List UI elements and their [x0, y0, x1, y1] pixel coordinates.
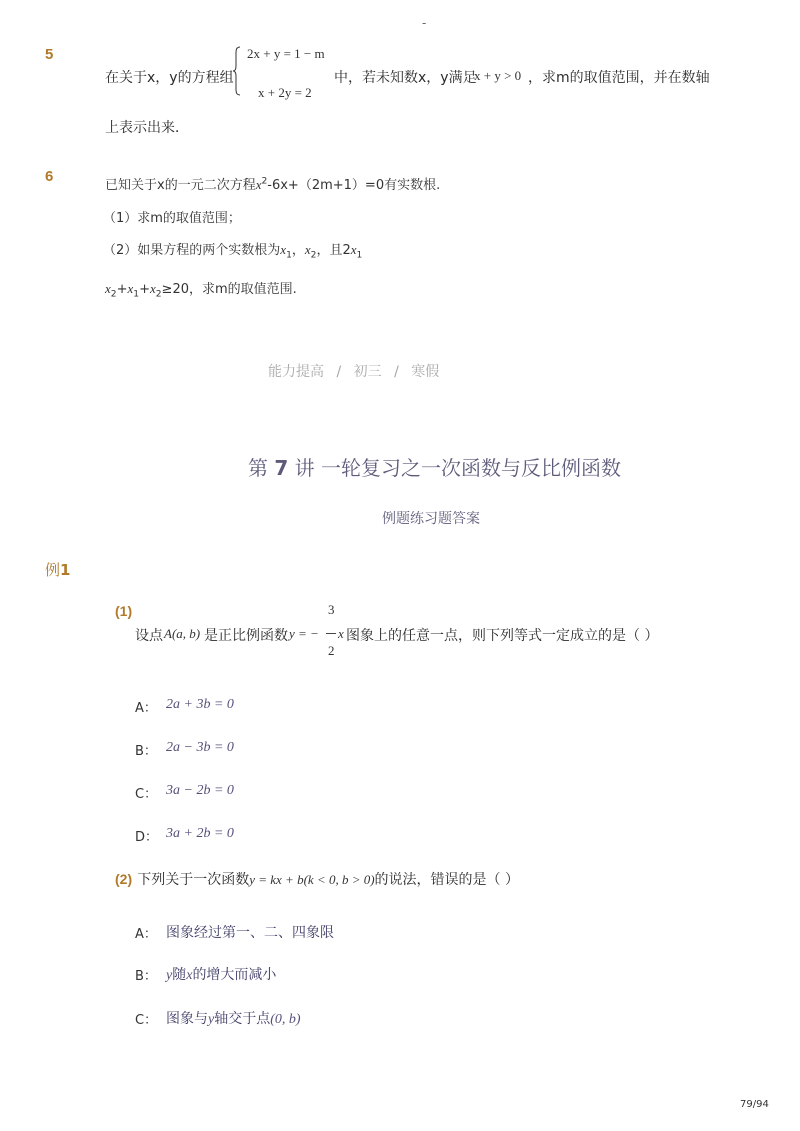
part1-frac-bar	[326, 633, 336, 634]
part1-frac-num: 3	[328, 602, 335, 617]
breadcrumb	[268, 361, 439, 381]
part2-option-b-y: y	[166, 968, 173, 983]
example-label-text: 例	[45, 561, 61, 579]
q6-line4-plus1: +	[116, 282, 128, 297]
q6-line3-sep: ，	[291, 243, 305, 258]
question-number-6: 6	[45, 168, 54, 185]
q6-line4-x2bsub: 2	[155, 289, 162, 300]
q5-text-line2: 上表示出来．	[105, 120, 189, 136]
part2-option-b[interactable]	[166, 964, 276, 984]
part2-line	[115, 869, 519, 889]
q6-line3-a: （2）如果方程的两个实数根为	[103, 243, 281, 258]
part2-fn: y = kx + b(k < 0, b > 0)	[249, 872, 375, 887]
q6-line1	[105, 174, 440, 193]
q6-line3-x2sub: 2	[310, 250, 317, 261]
system-eq1: 2x + y = 1 − m	[247, 46, 325, 61]
part1-option-a-label: A：	[135, 701, 157, 716]
q6-line1-x: x	[255, 177, 262, 192]
top-mark: -	[422, 16, 427, 30]
part2-option-b-mid: 随	[172, 967, 187, 983]
breadcrumb-separator: /	[336, 364, 342, 380]
part2-option-b-tail: 的增大而减小	[192, 967, 277, 983]
q6-line1-sup: 2	[261, 176, 268, 187]
lecture-subtitle: 例题练习题答案	[382, 511, 480, 527]
part2-option-c-mid: 轴交于点	[214, 1011, 271, 1027]
q6-line1-a: 已知关于x的一元二次方程	[105, 178, 256, 193]
part2-option-a[interactable]: 图象经过第一、二、四象限	[166, 925, 334, 941]
part1-option-c-label: C：	[135, 787, 158, 802]
q6-line1-b: -6x+（2m+1）=0有实数根.	[267, 178, 441, 193]
part1-option-d-label: D：	[135, 830, 159, 845]
part1-text-b: 是正比例函数	[204, 628, 288, 644]
part2-option-b-label: B：	[135, 969, 157, 984]
q6-line3-x2: x	[304, 242, 311, 257]
part1-option-d[interactable]: 3a + 2b = 0	[166, 826, 234, 841]
q6-line3	[103, 239, 362, 261]
system-eq2: x + 2y = 2	[258, 85, 312, 100]
q5-text-middle: 中，若未知数x，y满足	[334, 70, 477, 86]
q6-line3-x1: x	[280, 242, 287, 257]
part2-option-b-x: x	[186, 968, 193, 983]
part2-option-c-point: (0, b)	[270, 1012, 301, 1027]
q6-line4-tail: ≥20，求m的取值范围.	[161, 282, 297, 297]
part1-fn: y = −	[289, 626, 319, 641]
lecture-number: 7	[274, 456, 289, 480]
q6-line4-x2b: x	[149, 281, 156, 296]
question-number-5: 5	[45, 46, 54, 63]
part1-number: (1)	[115, 603, 133, 619]
q6-line3-x3sub: 1	[356, 250, 363, 261]
example-label	[45, 559, 70, 580]
part2-option-c[interactable]	[166, 1008, 301, 1028]
lecture-title	[248, 452, 621, 481]
part2-text-a: 下列关于一次函数	[137, 872, 250, 888]
example-label-number: 1	[60, 561, 71, 579]
q5-condition: x + y > 0	[474, 68, 522, 83]
part1-text-c: 图象上的任意一点，则下列等式一定成立的是（ ）	[346, 628, 659, 644]
q5-text-after: ，求m的取值范围，并在数轴	[528, 70, 710, 86]
part2-option-a-label: A：	[135, 927, 157, 942]
q6-line2: （1）求m的取值范围；	[103, 211, 241, 226]
part2-option-c-label: C：	[135, 1013, 158, 1028]
part1-option-b[interactable]: 2a − 3b = 0	[166, 740, 234, 755]
part2-option-c-y: y	[208, 1012, 215, 1027]
part1-option-c[interactable]: 3a − 2b = 0	[166, 783, 234, 798]
q6-line4-x2sub: 2	[110, 289, 117, 300]
q6-line4-x1: x	[127, 281, 134, 296]
part2-text-b: 的说法，错误的是（ ）	[374, 872, 519, 888]
part1-option-a[interactable]: 2a + 3b = 0	[166, 697, 234, 712]
q6-line3-x3: x	[350, 242, 357, 257]
page-number: 79/94	[740, 1099, 769, 1110]
q6-line4-x2: x	[105, 281, 111, 296]
breadcrumb-separator: /	[394, 364, 399, 380]
system-brace	[233, 46, 241, 96]
q6-line3-b: ，且2	[316, 243, 351, 258]
part2-number: (2)	[115, 871, 133, 887]
part1-point: A(a, b)	[164, 626, 201, 641]
part1-option-b-label: B：	[135, 744, 157, 759]
part1-fn-x: x	[338, 626, 344, 641]
q6-line4-plus2: +	[139, 282, 150, 297]
part1-frac-den: 2	[328, 643, 335, 658]
part2-option-c-text: 图象与	[166, 1011, 208, 1027]
q6-line4	[105, 278, 297, 300]
breadcrumb-item-level: 能力提高	[268, 364, 324, 380]
part1-text-a: 设点	[135, 628, 163, 644]
breadcrumb-item-term: 寒假	[411, 364, 440, 380]
lecture-title-text: 讲 一轮复习之一次函数与反比例函数	[294, 456, 621, 480]
q6-line3-x1sub: 1	[286, 250, 292, 261]
lecture-prefix: 第	[248, 456, 268, 480]
q5-text-before: 在关于x，y的方程组	[105, 70, 234, 86]
breadcrumb-item-grade: 初三	[353, 364, 382, 380]
q6-line4-x1sub: 1	[133, 289, 140, 300]
